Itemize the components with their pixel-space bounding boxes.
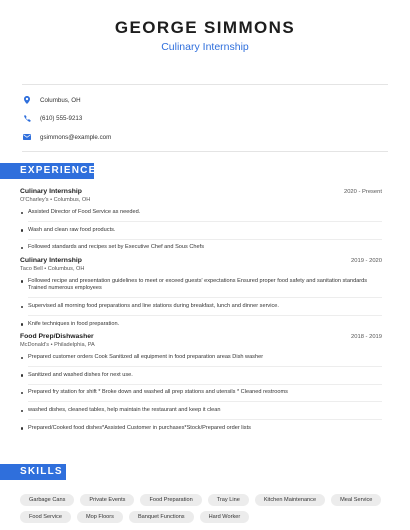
contact-email — [22, 128, 388, 147]
skill-chip: Meal Service — [331, 494, 381, 506]
skill-chip: Hard Worker — [200, 511, 250, 523]
location-text: Columbus, OH — [40, 96, 81, 104]
skill-chip: Private Events — [80, 494, 134, 506]
divider — [28, 239, 382, 240]
job-company: McDonald's • Philadelphia, PA — [20, 342, 95, 349]
list-item: Knife techniques in food preparation. — [20, 321, 382, 329]
job-bullets — [20, 278, 382, 328]
divider — [22, 151, 388, 152]
list-item: Prepared fry station for shift * Broke down and washed all prep stations and utensils * Cleaned restrooms — [20, 389, 382, 397]
email-icon — [22, 134, 32, 140]
list-item: Prepared/Cooked food dishes*Assisted Customer in purchases*Stock/Prepared order lists — [20, 425, 382, 433]
skill-chip: Kitchen Maintenance — [255, 494, 325, 506]
divider — [28, 401, 382, 402]
divider — [28, 419, 382, 420]
divider — [28, 315, 382, 316]
list-item: Wash and clean raw food products. — [20, 227, 382, 235]
job-title: Food Prep/Dishwasher — [20, 333, 94, 341]
phone-text: (610) 555-9213 — [40, 115, 83, 123]
job-company: Taco Bell • Columbus, OH — [20, 265, 85, 272]
contact-phone — [22, 110, 388, 129]
job-dates: 2019 - 2020 — [351, 257, 382, 264]
email-text[interactable]: gsimmons@example.com — [40, 133, 112, 141]
list-item: Prepared customer orders Cook Sanitized all equipment in food preparation areas Dish washer — [20, 354, 382, 362]
list-item: Assisted Director of Food Service as needed. — [20, 209, 382, 217]
experience-item — [20, 188, 382, 252]
candidate-role: Culinary Internship — [161, 41, 249, 53]
list-item: Sanitized and washed dishes for next use. — [20, 372, 382, 380]
skill-chip: Garbage Cans — [20, 494, 74, 506]
list-item: Supervised all morning food preparations and line stations during breakfast, lunch and dinner service. — [20, 303, 382, 311]
experience-list — [20, 188, 382, 432]
job-company: O'Charley's • Columbus, OH — [20, 197, 91, 203]
location-pin-icon — [22, 96, 32, 104]
divider — [28, 366, 382, 367]
resume-header — [0, 0, 410, 54]
divider — [22, 84, 388, 85]
list-item: washed dishes, cleaned tables, help maintain the restaurant and keep it clean — [20, 407, 382, 415]
experience-item — [20, 257, 382, 328]
job-dates: 2020 - Present — [343, 189, 382, 195]
list-item: Followed recipe and presentation guidelines to meet or exceed guests' expectations Ensured proper food safety and sanitation standards Trained numerous employees — [20, 278, 382, 293]
phone-icon — [22, 115, 32, 122]
skill-chip: Tray Line — [208, 494, 249, 506]
job-title: Culinary Internship — [20, 188, 82, 195]
job-title: Culinary Internship — [20, 256, 82, 264]
skill-chip: Food Service — [20, 511, 71, 523]
divider — [28, 297, 382, 298]
list-item: Followed standards and recipes set by Executive Chef and Sous Chefs — [20, 244, 382, 252]
skills-list — [20, 494, 390, 523]
contact-location — [22, 91, 388, 110]
job-dates: 2018 - 2019 — [351, 334, 382, 341]
skill-chip: Food Preparation — [140, 494, 201, 506]
candidate-name: GEORGE SIMMONS — [114, 18, 296, 37]
skill-chip: Banquet Functions — [129, 511, 194, 523]
skill-chip: Mop Floors — [77, 511, 123, 523]
job-bullets — [20, 209, 382, 252]
divider — [28, 221, 382, 222]
job-bullets — [20, 354, 382, 432]
skills-section-title: SKILLS — [0, 464, 66, 480]
contact-info — [22, 84, 388, 152]
divider — [28, 384, 382, 385]
experience-item — [20, 333, 382, 432]
experience-section-title: EXPERIENCE — [0, 163, 94, 179]
